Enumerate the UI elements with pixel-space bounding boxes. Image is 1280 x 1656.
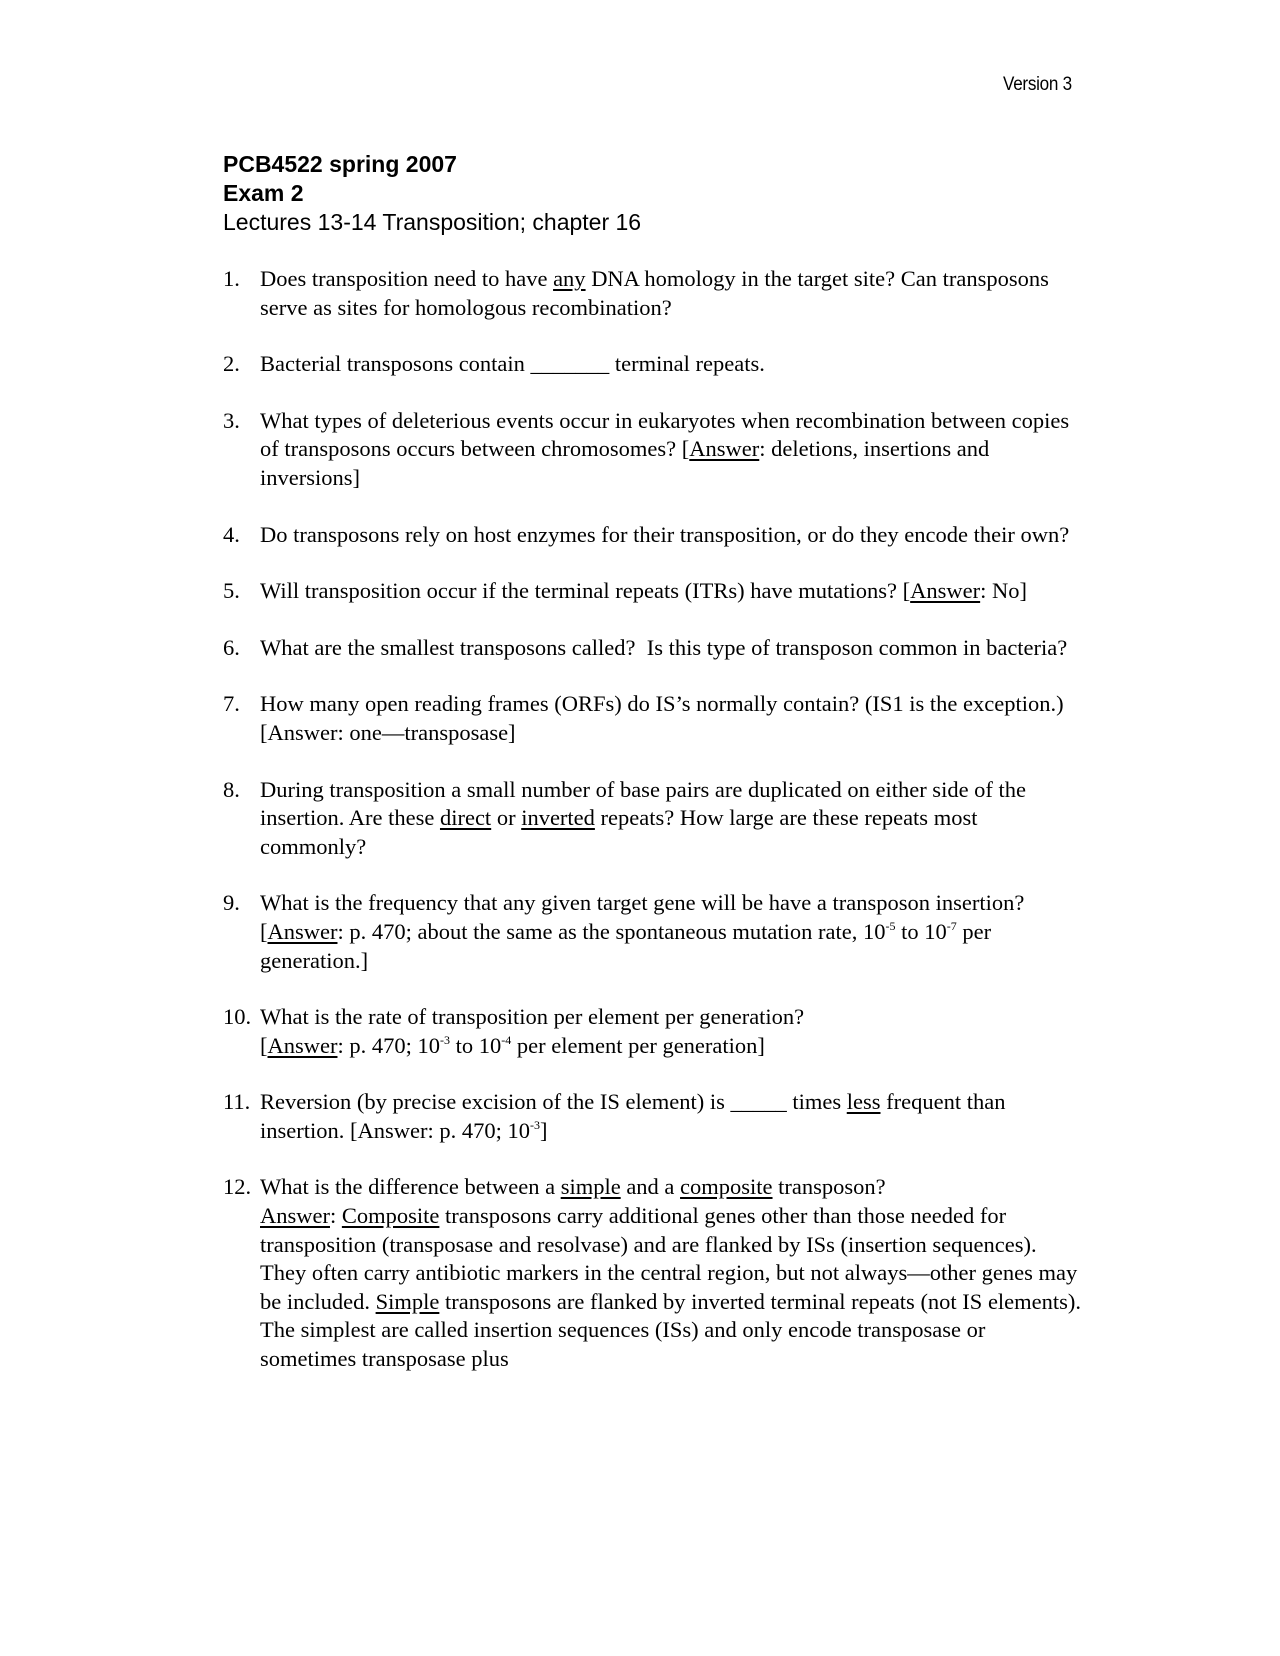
answer-text: frequent than insertion. [Answer: p. 470; 10: [260, 1089, 1006, 1143]
answer-text: : No]: [980, 578, 1028, 604]
question-7: [223, 690, 1083, 747]
answer-text: : p. 470; about the same as the spontaneous mutation rate, 10: [337, 918, 886, 944]
question-11: [223, 1088, 1083, 1145]
question-4: [223, 521, 1083, 550]
underlined-word: direct: [439, 805, 492, 831]
answer-label: Answer: [260, 1203, 330, 1229]
answer-text: ]: [539, 1117, 548, 1143]
underlined-word: any: [553, 266, 586, 291]
question-1: [223, 265, 1083, 322]
question-text: What types of deleterious events occur in eukaryotes when recombination between copies of transposons occurs between chromosomes? [: [260, 407, 1070, 462]
question-12: [223, 1173, 1083, 1373]
question-text: What is the difference between a: [260, 1174, 561, 1200]
question-text: Does transposition need to have: [260, 266, 554, 291]
question-8: [223, 776, 1083, 862]
question-list: [223, 265, 1083, 1402]
underlined-word: inverted: [521, 805, 595, 831]
answer-text: per generation.]: [260, 918, 992, 973]
question-text: What is the frequency that any given target gene will be have a transposon insertion? [: [260, 890, 1025, 944]
exam-title: Exam 2: [223, 180, 304, 206]
topic-subtitle: Lectures 13-14 Transposition; chapter 16: [223, 209, 642, 235]
underlined-word: Composite: [341, 1203, 440, 1229]
underlined-word: less: [846, 1089, 881, 1115]
answer-label: Answer: [267, 1032, 338, 1058]
question-number: 2.: [223, 351, 240, 377]
question-number: 11.: [223, 1089, 251, 1115]
answer-label: Answer: [910, 578, 981, 604]
answer-text: : deletions, insertions and inversions]: [260, 436, 990, 490]
answer-label: Answer: [267, 918, 338, 944]
question-2: [223, 350, 1083, 379]
question-5: [223, 577, 1083, 606]
answer-text: to 10: [895, 918, 947, 944]
question-text: During transposition a small number of base pairs are duplicated on either side of the insertion. Are these: [260, 776, 1027, 831]
question-text: Reversion (by precise excision of the IS element) is _____ times: [260, 1089, 847, 1115]
exponent: -3: [529, 1117, 540, 1132]
question-number: 3.: [223, 407, 240, 433]
answer-text: :: [329, 1203, 342, 1229]
question-text: DNA homology in the target site? Can transposons serve as sites for homologous recombination?: [260, 266, 1049, 320]
underlined-word: composite: [680, 1174, 773, 1200]
question-10: [223, 1003, 1083, 1060]
exponent: -3: [440, 1032, 450, 1047]
question-text: How many open reading frames (ORFs) do IS’s normally contain? (IS1 is the exception.) [Answer: one—transposase]: [260, 691, 1064, 745]
exponent: -7: [946, 918, 957, 933]
underlined-word: Simple: [375, 1288, 440, 1314]
question-text: repeats? How large are these repeats most commonly?: [260, 805, 978, 859]
question-6: [223, 634, 1083, 663]
question-text: or: [491, 805, 522, 831]
question-text: Bacterial transposons contain _______ terminal repeats.: [260, 351, 765, 377]
exponent: -5: [885, 918, 896, 933]
question-number: 4.: [223, 521, 240, 547]
question-number: 8.: [223, 776, 240, 802]
question-text: What are the smallest transposons called? Is this type of transposon common in bacteria?: [260, 634, 1068, 660]
answer-text: : p. 470; 10: [337, 1032, 440, 1058]
question-number: 7.: [223, 691, 240, 717]
course-title: PCB4522 spring 2007: [223, 151, 457, 177]
exponent: -4: [501, 1032, 512, 1047]
underlined-word: simple: [560, 1174, 621, 1200]
question-number: 6.: [223, 634, 240, 660]
question-text: Will transposition occur if the terminal repeats (ITRs) have mutations? [: [260, 578, 911, 604]
answer-text: transposons are flanked by inverted terminal repeats (not IS elements). The simplest are called insertion sequences (ISs) and only encode transposase or sometimes transposase plus: [260, 1288, 1082, 1372]
answer-text: [: [260, 1032, 268, 1058]
question-text: Do transposons rely on host enzymes for their transposition, or do they encode their own?: [260, 521, 1070, 547]
question-9: [223, 889, 1083, 975]
answer-text: per element per generation]: [511, 1032, 765, 1058]
question-text: What is the rate of transposition per element per generation?: [260, 1004, 805, 1030]
version-label: Version 3: [1003, 74, 1072, 95]
document-header: [223, 150, 641, 237]
answer-text: transposons carry additional genes other than those needed for transposition (transposase and resolvase) and are flanked by ISs (insertion sequences). They often carry antibiotic markers in the central region, but not always—other genes may be included.: [260, 1203, 1078, 1314]
question-number: 12.: [223, 1174, 252, 1200]
question-3: [223, 407, 1083, 493]
question-number: 1.: [223, 266, 240, 291]
question-text: transposon?: [772, 1174, 886, 1200]
question-number: 10.: [223, 1004, 252, 1030]
question-number: 5.: [223, 578, 240, 604]
question-number: 9.: [223, 890, 240, 916]
answer-text: to 10: [450, 1032, 502, 1058]
answer-label: Answer: [689, 436, 760, 462]
question-text: and a: [620, 1174, 681, 1200]
